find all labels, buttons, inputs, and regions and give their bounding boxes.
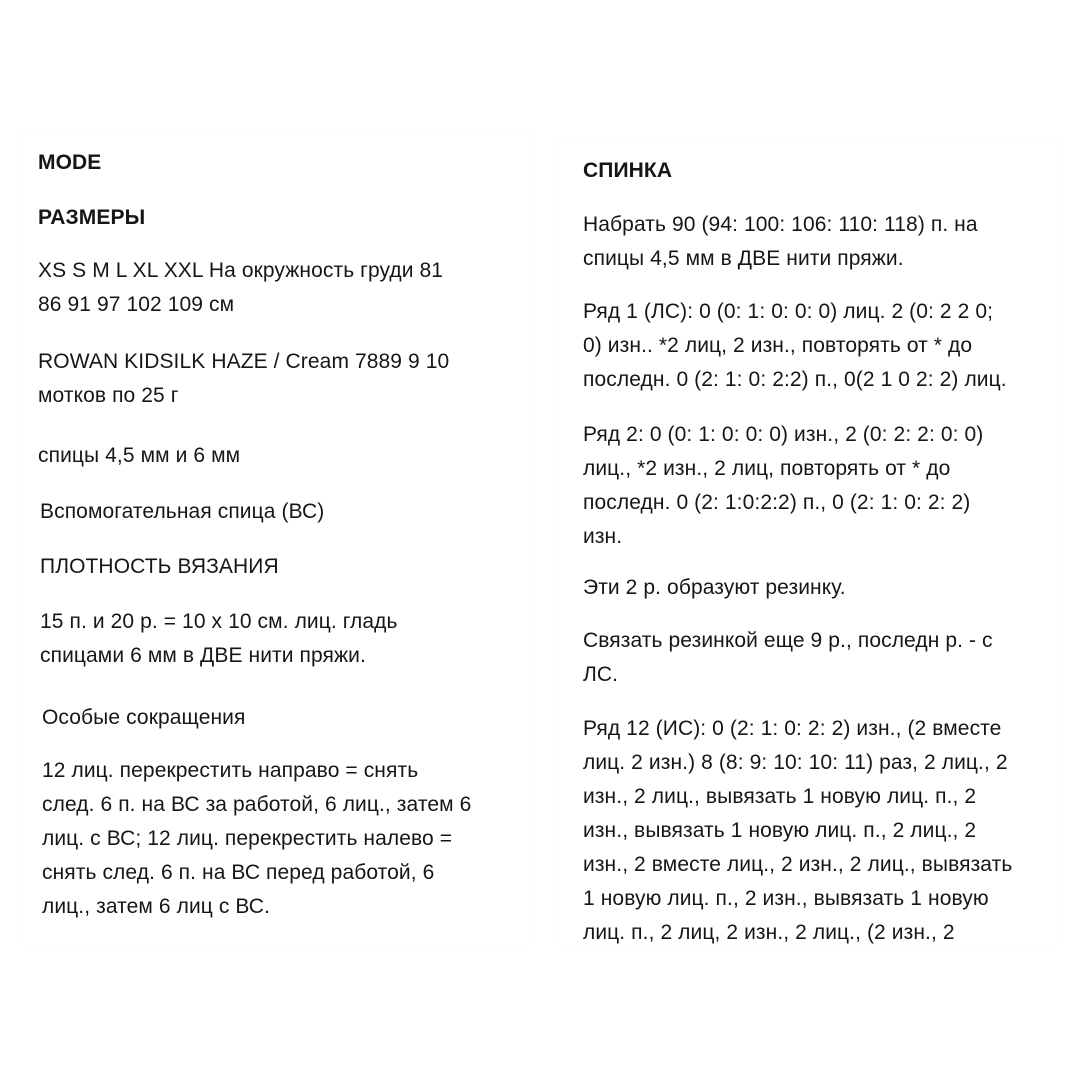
brand-title: MODE	[38, 151, 102, 174]
density-text: 15 п. и 20 р. = 10 х 10 см. лиц. гладь спицами 6 мм в ДВЕ нити пряжи.	[40, 610, 398, 667]
cast-on-text: Набрать 90 (94: 100: 106: 110: 118) п. на спицы 4,5 мм в ДВЕ нити пряжи.	[583, 213, 978, 270]
abbreviations-text: 12 лиц. перекрестить направо = снять след. 6 п. на ВС за работой, 6 лиц., затем 6 лиц. с ВС; 12 лиц. перекрестить налево = снять след. 6 п. на ВС перед работой, 6 лиц., затем 6 лиц с ВС.	[42, 759, 472, 918]
row-2-text: Ряд 2: 0 (0: 1: 0: 0: 0) изн., 2 (0: 2: 2: 0: 0) лиц., *2 изн., 2 лиц, повторять от * до последн. 0 (2: 1:0:2:2) п., 0 (2: 1: 0: 2: 2) изн.	[583, 423, 984, 548]
back-heading: СПИНКА	[583, 159, 673, 182]
cable-needle-text: Вспомогательная спица (ВС)	[40, 500, 325, 523]
density-heading: ПЛОТНОСТЬ ВЯЗАНИЯ	[40, 555, 279, 578]
left-column	[20, 132, 532, 946]
needles-text: спицы 4,5 мм и 6 мм	[38, 444, 241, 467]
sizes-text: XS S M L XL XXL На окружность груди 81 86 91 97 102 109 см	[38, 259, 444, 316]
more-rib-text: Связать резинкой еще 9 р., последн р. - с ЛС.	[583, 629, 993, 686]
abbreviations-heading: Особые сокращения	[42, 706, 246, 729]
right-column	[556, 138, 1056, 946]
rib-text: Эти 2 р. образуют резинку.	[583, 576, 846, 599]
sizes-heading: РАЗМЕРЫ	[38, 206, 146, 229]
row-12-text: Ряд 12 (ИС): 0 (2: 1: 0: 2: 2) изн., (2 вместе лиц. 2 изн.) 8 (8: 9: 10: 10: 11) раз, 2 лиц., 2 изн., 2 лиц., вывязать 1 новую лиц. п., 2 изн., вывязать 1 новую лиц. п., 2 лиц., 2 изн., 2 вместе лиц., 2 изн., 2 лиц., вывязать 1 новую лиц. п., 2 изн., вывязать 1 новую лиц. п., 2 лиц, 2 изн., 2 лиц., (2 изн., 2	[583, 717, 1013, 944]
yarn-text: ROWAN KIDSILK HAZE / Cream 7889 9 10 мотков по 25 г	[38, 350, 450, 407]
row-1-text: Ряд 1 (ЛС): 0 (0: 1: 0: 0: 0) лиц. 2 (0: 2 2 0; 0) изн.. *2 лиц, 2 изн., повторять от * до последн. 0 (2: 1: 0: 2:2) п., 0(2 1 0 2: 2) лиц.	[583, 300, 1007, 391]
